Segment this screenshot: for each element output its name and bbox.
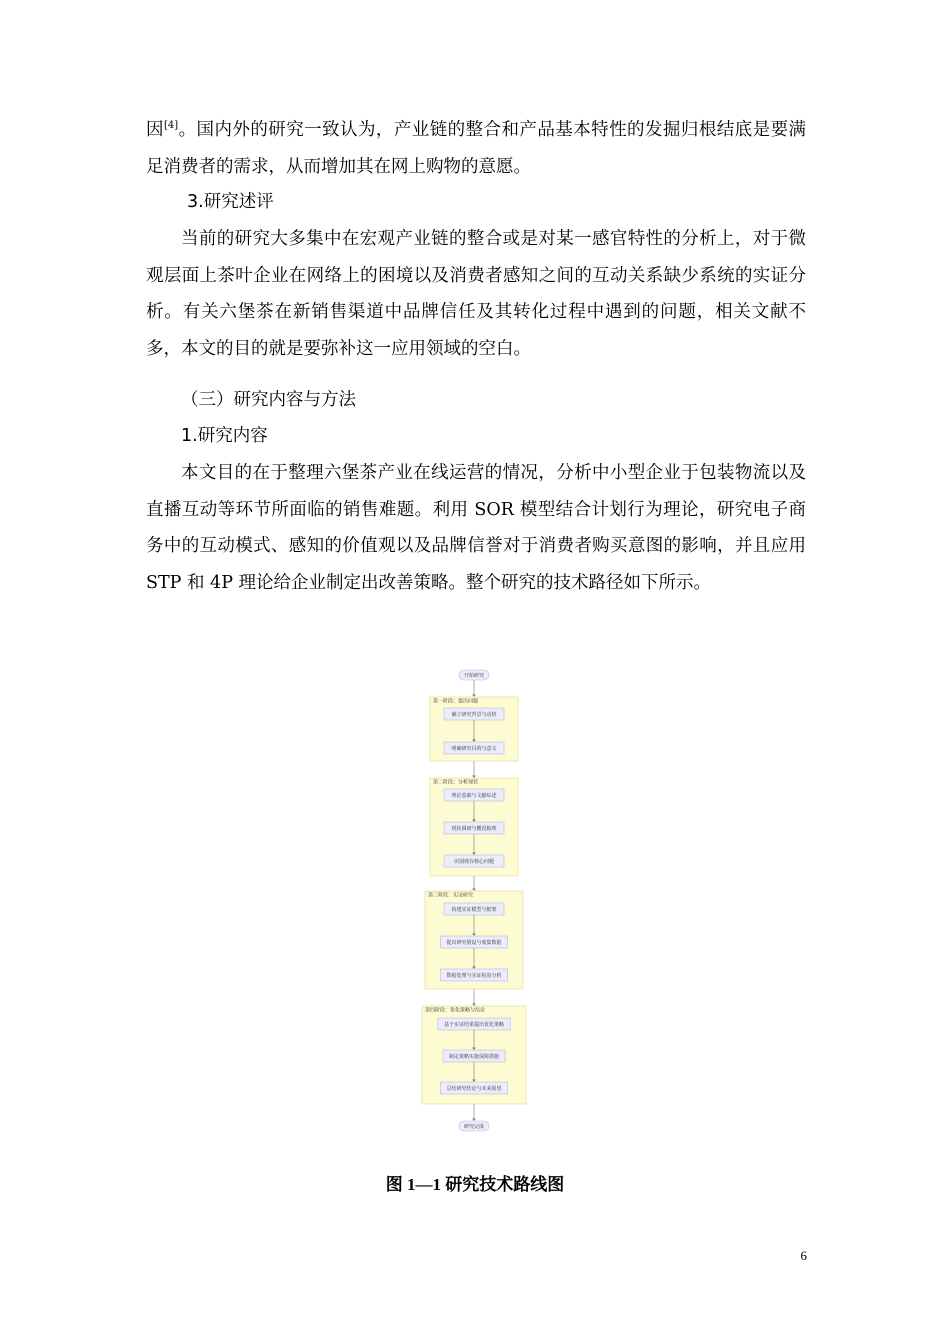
flow-arrowhead [472, 1119, 476, 1122]
step-label: 确立研究背景与动机 [451, 711, 497, 718]
stage-title: 第四阶段：优化策略与结论 [425, 1007, 486, 1014]
heading-research-content: 1.研究内容 [181, 426, 268, 446]
technical-roadmap-flowchart [418, 660, 534, 1140]
step-label: 明确研究目的与意义 [451, 745, 497, 752]
step-label: 提出研究假设与收集数据 [446, 939, 502, 946]
start-node-label: 开始研究 [463, 672, 485, 679]
step-label: 识别现存核心问题 [453, 858, 495, 865]
step-label: 基于实证结果提出优化策略 [443, 1021, 505, 1028]
paragraph-research-content: 本文目的在于整理六堡茶产业在线运营的情况，分析中小型企业于包装物流以及直播互动等环节所面临的销售难题。利用 SOR 模型结合计划行为理论，研究电子商务中的互动模式、感知的价值观以及品牌信誉对于消费者购买意图的影响，并且应用 STP 和 4P 理论给企业制定出改善策略。整个研究的技术路径如下所示。 [146, 463, 806, 593]
step-label: 制定策略实施保障措施 [448, 1053, 500, 1060]
heading-section-content-methods: （三）研究内容与方法 [181, 390, 356, 410]
heading-research-review: 3.研究述评 [187, 192, 274, 212]
stage-title: 第一阶段：提出问题 [433, 698, 479, 705]
step-label: 总结研究结论与未来展望 [446, 1085, 502, 1092]
step-label: 现状调研与概况梳理 [451, 825, 497, 832]
paragraph-start-text: 因 [146, 120, 164, 140]
step-label: 构建实证模型与框架 [451, 906, 497, 913]
page-number: 6 [800, 1248, 807, 1263]
step-label: 理论基础与文献综述 [451, 792, 497, 799]
paragraph-consumer-demand [146, 112, 806, 185]
step-label: 数据处理与实证检验分析 [446, 972, 502, 979]
figure-caption: 图 1—1 研究技术路线图 [385, 1175, 565, 1194]
stage-title: 第二阶段：分析现状 [433, 779, 479, 786]
citation-marker[interactable]: [4] [163, 120, 179, 131]
paragraph-research-review: 当前的研究大多集中在宏观产业链的整合或是对某一感官特性的分析上，对于微观层面上茶叶企业在网络上的困境以及消费者感知之间的互动关系缺少系统的实证分析。有关六堡茶在新销售渠道中品牌信任及其转化过程中遇到的问题，相关文献不多，本文的目的就是要弥补这一应用领域的空白。 [146, 229, 806, 359]
stage-title: 第三阶段：实证研究 [428, 892, 474, 899]
paragraph-rest-text: 。国内外的研究一致认为，产业链的整合和产品基本特性的发掘归根结底是要满足消费者的需求，从而增加其在网上购物的意愿。 [146, 120, 807, 177]
end-node-label: 研究完成 [463, 1123, 485, 1130]
